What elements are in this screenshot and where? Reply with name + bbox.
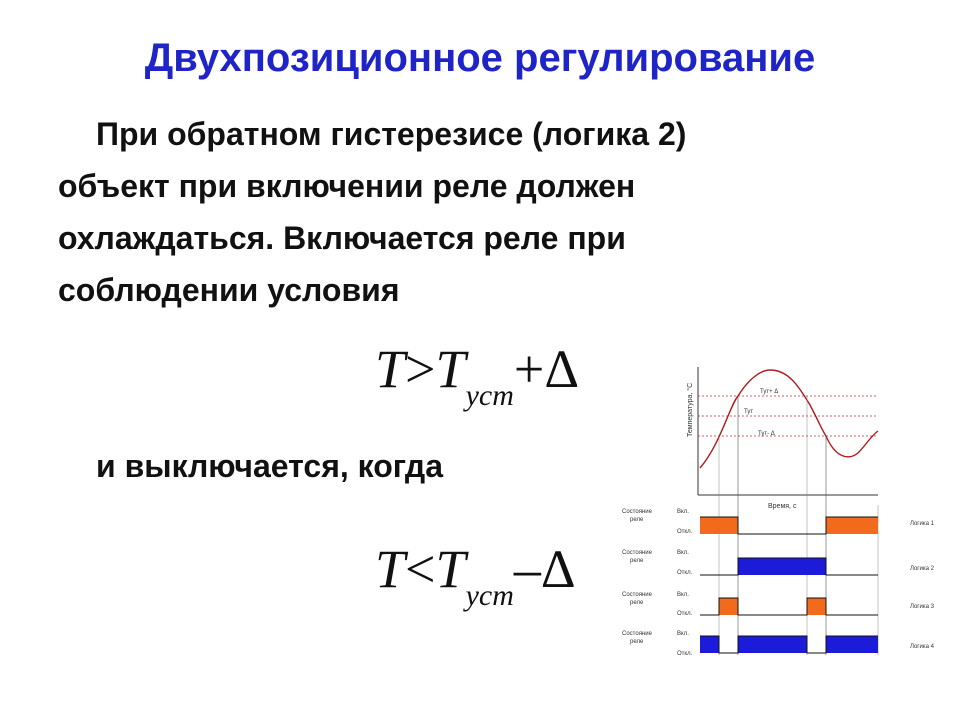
row-2-on-pulse-1 [738,558,826,575]
formula-off-t: T [435,539,466,599]
row-1-label-line2: реле [630,517,644,523]
relay-row-logic-1 [622,509,935,535]
formula-on-subscript: уст [465,379,514,412]
formula-switch-off [375,538,576,612]
level-upper-label: Тут+ Δ [760,389,779,395]
paragraph [58,108,686,316]
formula-off-sign: – [513,539,541,599]
row-4-on-pulse-2 [738,636,807,653]
formula-on-sign: + [513,339,545,399]
formula-on-operator: > [405,339,436,399]
paragraph-line-3: охлаждаться. Включается реле при [58,220,626,256]
paragraph-line-1: При обратном гистерезисе (логика 2) [96,116,687,152]
paragraph-line-4: соблюдении условия [58,272,400,308]
row-4-on-label: Вкл. [677,631,689,637]
relay-row-logic-4 [622,631,935,657]
formula-on-lhs: T [375,339,406,399]
relay-row-logic-2 [622,550,935,576]
slide-title: Двухпозиционное регулирование [144,36,816,80]
formula-off-delta: Δ [540,539,576,599]
temperature-curve [700,370,878,468]
row-3-on-label: Вкл. [677,592,689,598]
row-3-label-line1: Состояние [622,592,652,598]
relay-timing-diagram [620,365,950,665]
row-1-on-pulse-1 [700,517,738,534]
row-3-logic-label: Логика 3 [910,604,934,610]
row-4-label-line2: реле [630,639,644,645]
formula-on-t: T [435,339,466,399]
formula-off-subscript: уст [465,579,514,612]
row-3-label-line2: реле [630,600,644,606]
row-2-label-line1: Состояние [622,550,652,556]
relay-row-logic-3 [622,592,935,617]
row-1-off-label: Откл. [677,529,693,535]
middle-text: и выключается, когда [96,448,444,484]
formula-off-operator: < [405,539,436,599]
row-1-on-pulse-2 [826,517,878,534]
row-2-on-label: Вкл. [677,550,689,556]
formula-off-lhs: T [375,539,406,599]
row-4-on-pulse-1 [700,636,719,653]
row-3-on-pulse-2 [807,598,826,615]
formula-on-delta: Δ [544,339,580,399]
row-4-logic-label: Логика 4 [910,644,934,650]
level-setpoint-label: Тут [744,409,754,415]
level-lower-label: Тут- Δ [758,431,775,437]
row-1-logic-label: Логика 1 [910,521,934,527]
row-4-label-line1: Состояние [622,631,652,637]
y-axis-label: Температура, °С [687,382,694,437]
row-3-on-pulse-1 [719,598,738,615]
row-1-on-label: Вкл. [677,509,689,515]
row-1-label-line1: Состояние [622,509,652,515]
paragraph-line-2: объект при включении реле должен [58,168,636,204]
row-4-on-pulse-3 [826,636,878,653]
row-3-off-label: Откл. [677,611,693,617]
x-axis-label: Время, с [768,503,797,510]
row-2-logic-label: Логика 2 [910,566,934,572]
row-2-off-label: Откл. [677,570,693,576]
row-2-label-line2: реле [630,558,644,564]
row-4-off-label: Откл. [677,651,693,657]
formula-switch-on [375,338,580,412]
